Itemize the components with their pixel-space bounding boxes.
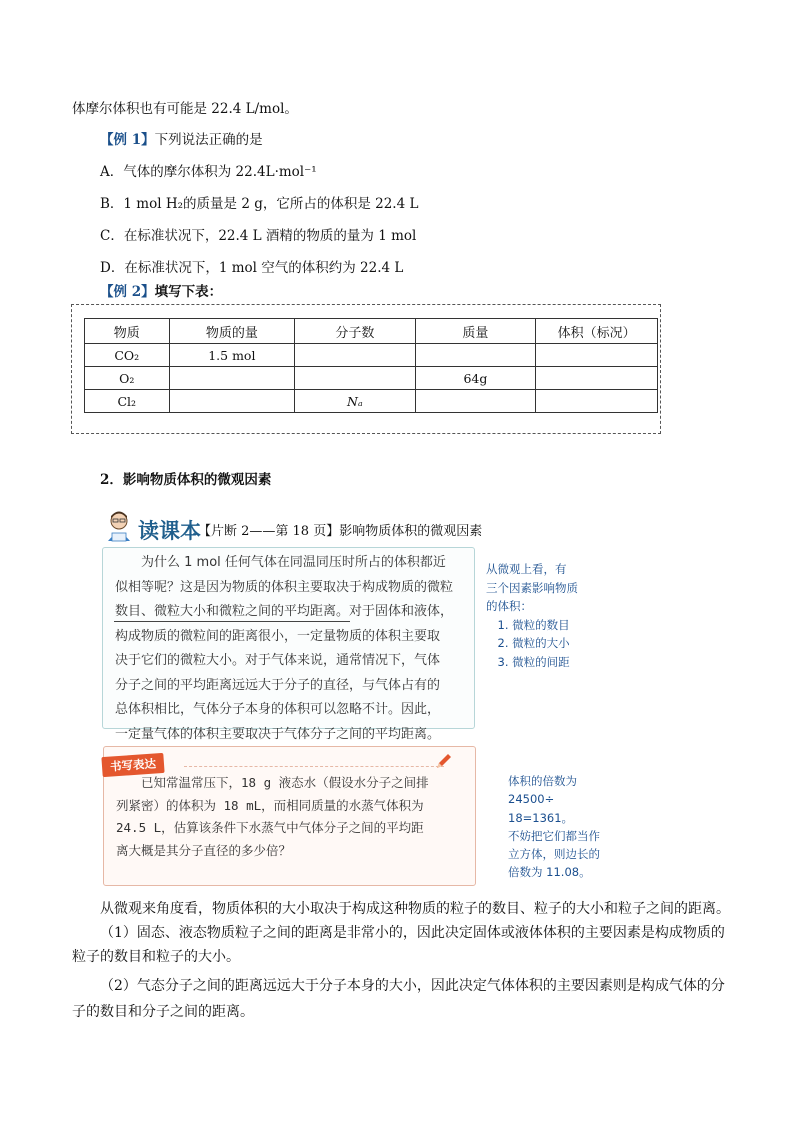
write-line: 24.5 L，估算该条件下水蒸气中气体分子之间的平均距 (116, 820, 424, 835)
side-note-line: 3. 微粒的间距 (486, 654, 570, 669)
read-book-caption: 【片断 2——第 18 页】影响物质体积的微观因素 (198, 524, 483, 539)
section2-heading: 2．影响物质体积的微观因素 (100, 472, 272, 488)
table-header-cell: 体积（标况） (536, 319, 658, 344)
reader-avatar-icon (102, 509, 136, 543)
read-line: 构成物质的微粒间的距离很小，一定量物质的体积主要取 (115, 628, 441, 644)
table-header-row (85, 319, 658, 344)
read-book-box (102, 547, 475, 742)
example2-bracket: 【例 2】 (100, 284, 155, 300)
side-note-line: 倍数为 11.08。 (508, 865, 591, 880)
write-line: 列紧密）的体积为 18 mL，而相同质量的水蒸气体积为 (116, 797, 424, 813)
side-note-answer (508, 772, 618, 882)
write-box (103, 746, 476, 886)
table-cell[interactable] (536, 344, 658, 367)
table-cell: O₂ (85, 367, 170, 390)
read-line: 为什么 1 mol 任何气体在同温同压时所占的体积都近 (115, 555, 446, 570)
table-cell[interactable] (295, 344, 415, 367)
side-note-line: 三个因素影响物质 (486, 580, 578, 595)
table-cell: CO₂ (85, 344, 170, 367)
table-cell: Cl₂ (85, 390, 170, 413)
table-cell[interactable] (415, 390, 536, 413)
read-book-badge: 读课本 (138, 519, 201, 543)
table-cell[interactable] (536, 367, 658, 390)
side-note-factors (486, 560, 616, 671)
table-cell[interactable] (169, 367, 295, 390)
divider (184, 766, 444, 768)
read-line: 总体积相比，气体分子本身的体积可以忽略不计。因此， (115, 702, 441, 717)
intro-line: 体摩尔体积也有可能是 22.4 L/mol。 (72, 101, 298, 117)
table-header-cell: 物质的量 (169, 319, 295, 344)
underline-mark (114, 621, 350, 622)
summary-p1: 从微观来角度看，物质体积的大小取决于构成这种物质的粒子的数目、粒子的大小和粒子之间的距离。 (100, 901, 730, 917)
pencil-icon (434, 751, 454, 771)
table-cell[interactable] (295, 367, 415, 390)
example1-bracket: 【例 1】 (100, 132, 155, 148)
example1-question: 下列说法正确的是 (154, 132, 263, 148)
table-header-cell: 质量 (415, 319, 536, 344)
table-cell: Nₐ (295, 390, 415, 413)
read-book-text (115, 551, 465, 747)
read-line: 数目、微粒大小和微粒之间的平均距离。对于固体和液体， (115, 604, 454, 619)
table-row (85, 367, 658, 390)
summary-p2-line1: （1）固态、液态物质粒子之间的距离是非常小的，因此决定固体或液体体积的主要因素是构成物质的 (100, 925, 725, 941)
write-text (116, 772, 461, 862)
side-note-line: 的体积： (486, 599, 532, 613)
side-note-line: 从微观上看，有 (486, 562, 567, 576)
option-d: D．在标准状况下，1 mol 空气的体积约为 22.4 L (100, 260, 404, 276)
summary-p2-line2: 粒子的数目和粒子的大小。 (72, 949, 240, 965)
option-c: C．在标准状况下，22.4 L 酒精的物质的量为 1 mol (100, 228, 417, 244)
side-note-line: 立方体，则边长的 (508, 847, 600, 862)
option-a: A．气体的摩尔体积为 22.4L·mol⁻¹ (100, 164, 317, 180)
write-badge: 书写表达 (101, 753, 164, 777)
example2-title: 填写下表： (154, 284, 223, 300)
write-line: 已知常温常压下，18 g 液态水（假设水分子之间排 (116, 775, 429, 790)
example2-heading (100, 282, 222, 302)
table-header-cell: 分子数 (295, 319, 415, 344)
example1-heading (100, 130, 263, 150)
side-note-line: 2. 微粒的大小 (486, 636, 570, 650)
read-line: 分子之间的平均距离远远大于分子的直径，与气体占有的 (115, 677, 441, 693)
table-cell[interactable] (536, 390, 658, 413)
side-note-line: 1. 微粒的数目 (486, 617, 570, 632)
data-table (84, 318, 658, 413)
read-line: 决于它们的微粒大小。对于气体来说，通常情况下，气体 (115, 653, 441, 668)
table-cell[interactable] (169, 390, 295, 413)
summary-p3-line1: （2）气态分子之间的距离远远大于分子本身的大小，因此决定气体体积的主要因素则是构成气体的分 (100, 978, 725, 994)
table-cell: 1.5 mol (169, 344, 295, 367)
side-note-line: 24500÷ 18=1361。 (508, 792, 574, 825)
read-line: 似相等呢？这是因为物质的体积主要取决于构成物质的微粒 (115, 579, 454, 595)
table-cell[interactable] (415, 344, 536, 367)
read-line: 一定量气体的体积主要取决于气体分子之间的平均距离。 (115, 726, 441, 742)
table-row (85, 390, 658, 413)
summary-p3-line2: 子的数目和分子之间的距离。 (72, 1004, 254, 1020)
side-note-line: 体积的倍数为 (508, 774, 577, 788)
write-line: 离大概是其分子直径的多少倍？ (116, 842, 292, 858)
table-row (85, 344, 658, 367)
table-header-cell: 物质 (85, 319, 170, 344)
side-note-line: 不妨把它们都当作 (508, 828, 600, 843)
table-cell: 64g (415, 367, 536, 390)
option-b: B．1 mol H₂的质量是 2 g，它所占的体积是 22.4 L (100, 196, 419, 212)
